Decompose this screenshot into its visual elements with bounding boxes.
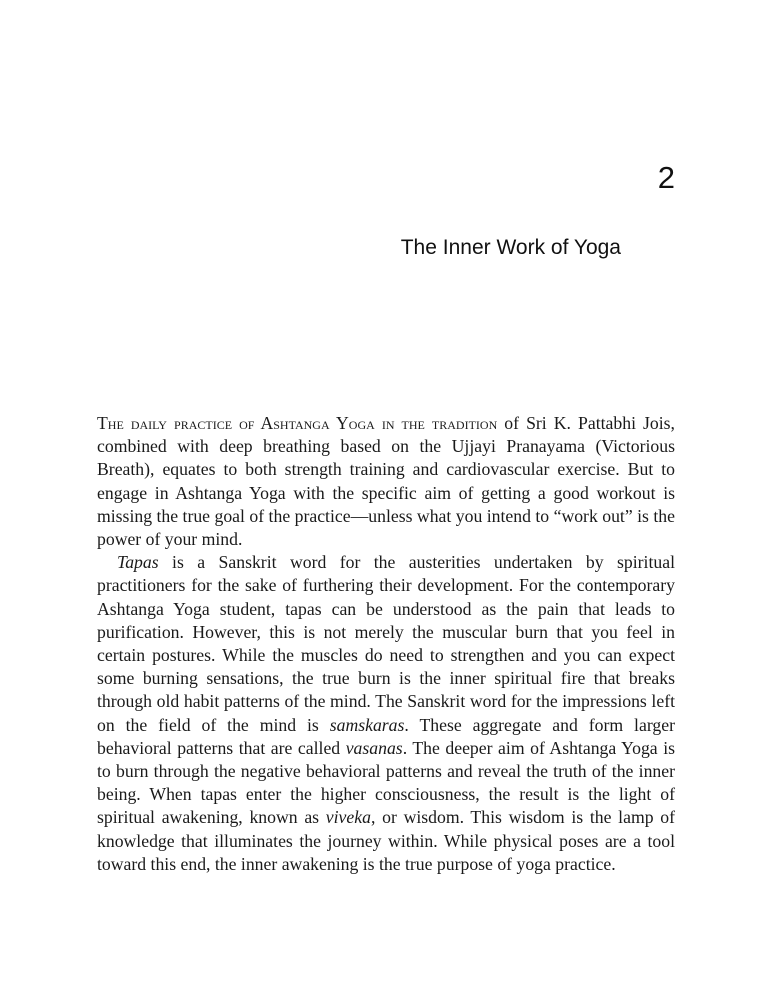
paragraph-1: [97, 412, 675, 551]
term-viveka: viveka: [325, 807, 371, 828]
paragraph-text: . The deeper aim of Ashtanga Yoga is to burn through the negative behavioral patterns and reveal the truth of the inner being. When tapas enter the higher consciousness, the result is the light of spiritual awakening, known as: [97, 737, 675, 828]
term-vasanas: vasanas: [345, 737, 403, 758]
opening-small-caps: The daily practice of Ashtanga Yoga in the tradition: [97, 413, 498, 433]
paragraph-text: of Sri K. Pattabhi Jois, combined with deep breathing based on the Ujjayi Pranayama (Victorious Breath), equates to both strength training and cardiovascular exercise. But to engage in Ashtanga Yoga with the specific aim of getting a good workout is missing the true goal of the practice—unless what you intend to “work out” is the power of your mind.: [97, 413, 675, 550]
term-tapas: Tapas: [117, 552, 159, 573]
paragraph-text: , or wisdom. This wisdom is the lamp of knowledge that illuminates the journey within. While physical poses are a tool toward this end, the inner awakening is the true purpose of yoga practice.: [97, 807, 676, 874]
term-samskaras: samskaras: [329, 714, 405, 735]
chapter-title: The Inner Work of Yoga: [400, 236, 621, 259]
paragraph-2: [97, 551, 675, 876]
paragraph-text: . These aggregate and form larger behavioral patterns that are called: [97, 714, 675, 758]
chapter-number: 2: [657, 160, 675, 195]
paragraph-text: is a Sanskrit word for the austerities undertaken by spiritual practitioners for the sake of furthering their development. For the contemporary Ashtanga Yoga student, tapas can be understood as the pain that leads to purification. However, this is not merely the muscular burn that you feel in certain postures. While the muscles do need to strengthen and you can expect some burning sensations, the true burn is the inner spiritual fire that breaks through old habit patterns of the mind. The Sanskrit word for the impressions left on the field of the mind is: [97, 552, 675, 735]
chapter-body: [97, 412, 675, 876]
